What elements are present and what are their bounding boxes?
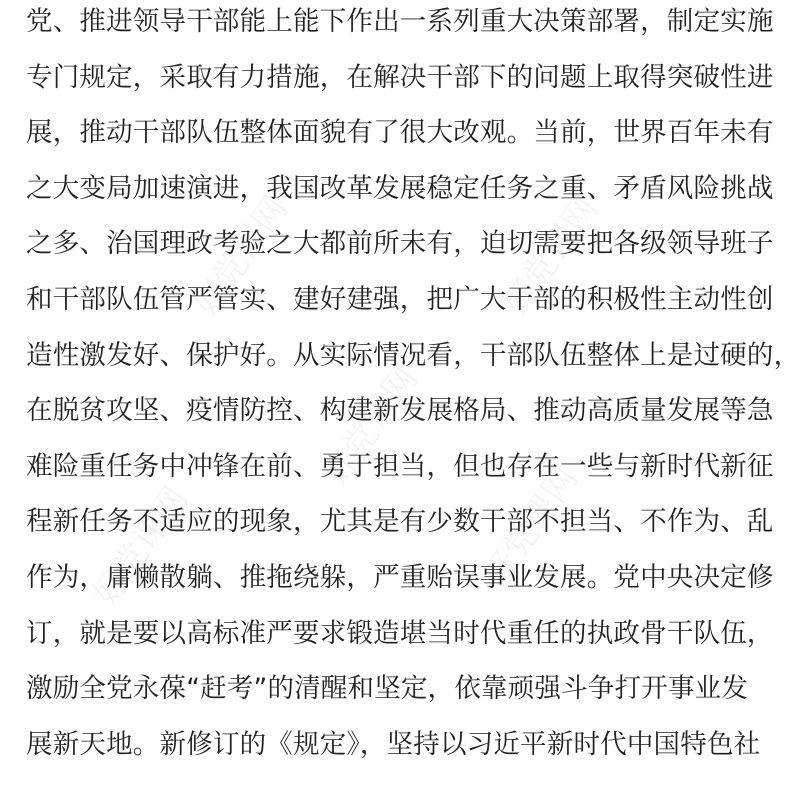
text-line: 程新任务不适应的现象，尤其是有少数干部不担当、不作为、乱 bbox=[26, 506, 774, 538]
text-line: 难险重任务中冲锋在前、勇于担当，但也存在一些与新时代新征 bbox=[26, 450, 774, 482]
body-text bbox=[26, 0, 800, 772]
text-line: 专门规定，采取有力措施，在解决干部下的问题上取得突破性进 bbox=[26, 61, 774, 93]
watermark: 好党课网 bbox=[85, 479, 197, 614]
text-line: 党、推进领导干部能上能下作出一系列重大决策部署，制定实施 bbox=[26, 6, 774, 37]
text-line: 作为，庸懒散躺、推拖绕躲，严重贻误事业发展。党中央决定修 bbox=[26, 561, 774, 593]
watermark: 好党课网 bbox=[185, 189, 297, 324]
text-line: 在脱贫攻坚、疫情防控、构建新发展格局、推动高质量发展等急 bbox=[26, 395, 774, 427]
text-line: 和干部队伍管严管实、建好建强，把广大干部的积极性主动性创 bbox=[26, 283, 774, 315]
text-line: 激励全党永葆“赶考”的清醒和坚定，依靠顽强斗争打开事业发 bbox=[26, 673, 749, 705]
text-line: 之大变局加速演进，我国改革发展稳定任务之重、矛盾风险挑战 bbox=[26, 172, 774, 204]
text-line: 展新天地。新修订的《规定》，坚持以习近平新时代中国特色社 bbox=[26, 728, 761, 760]
watermark: 好党课网 bbox=[315, 359, 427, 494]
text-line: 订，就是要以高标准严要求锻造堪当时代重任的执政骨干队伍， bbox=[26, 617, 774, 649]
watermark: 好党课网 bbox=[475, 459, 587, 594]
text-line: 之多、治国理政考验之大都前所未有，迫切需要把各级领导班子 bbox=[26, 228, 774, 260]
watermark: 好党课网 bbox=[495, 189, 607, 324]
text-line: 展，推动干部队伍整体面貌有了很大改观。当前，世界百年未有 bbox=[26, 117, 774, 149]
text-line: 造性激发好、保护好。从实际情况看，干部队伍整体上是过硬的， bbox=[26, 339, 800, 371]
